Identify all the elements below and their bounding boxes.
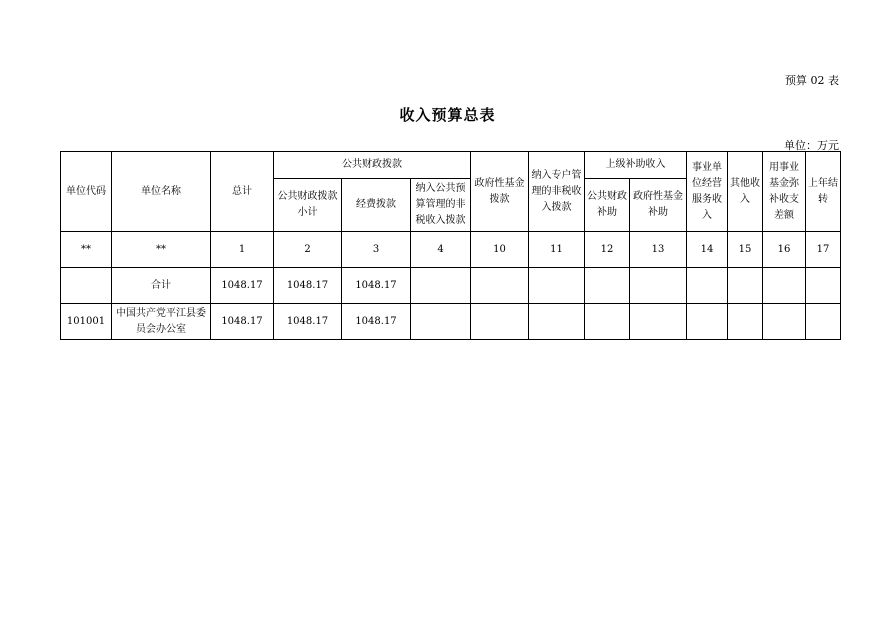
- empty-cell: [630, 304, 687, 340]
- empty-cell: [728, 268, 763, 304]
- table-row-total: [61, 268, 841, 304]
- empty-cell: [630, 268, 687, 304]
- empty-cell: [728, 304, 763, 340]
- header-unit-code: 单位代码: [61, 152, 112, 232]
- number-cell: 1: [211, 232, 274, 268]
- empty-cell: [529, 304, 585, 340]
- empty-cell: [411, 304, 471, 340]
- empty-cell: [687, 268, 728, 304]
- number-cell: 16: [763, 232, 806, 268]
- number-cell: 14: [687, 232, 728, 268]
- empty-cell: [471, 268, 529, 304]
- number-cell: 10: [471, 232, 529, 268]
- unit-label: 单位：万元: [784, 139, 839, 152]
- header-public-finance: 公共财政拨款: [274, 152, 471, 179]
- header-carryover: 上年结转: [806, 152, 841, 232]
- header-row-1: [61, 152, 841, 179]
- income-budget-table: [60, 151, 841, 340]
- number-cell: 17: [806, 232, 841, 268]
- cell-unit-name: 合计: [112, 268, 211, 304]
- header-sub-gov-fund: 政府性基金补助: [630, 179, 687, 232]
- form-number: 预算 02 表: [785, 74, 839, 87]
- cell-unit-code: 101001: [61, 304, 112, 340]
- number-cell: 12: [585, 232, 630, 268]
- number-cell: 3: [342, 232, 411, 268]
- empty-cell: [411, 268, 471, 304]
- table-row-unit: [61, 304, 841, 340]
- header-gov-fund: 政府性基金拨款: [471, 152, 529, 232]
- cell-unit-name: 中国共产党平江县委员会办公室: [112, 304, 211, 340]
- header-other-income: 其他收入: [728, 152, 763, 232]
- empty-cell: [806, 268, 841, 304]
- header-unit-name: 单位名称: [112, 152, 211, 232]
- empty-cell: [806, 304, 841, 340]
- cell-expense: 1048.17: [342, 268, 411, 304]
- number-row: [61, 232, 841, 268]
- header-nontax-budget: 纳入公共预算管理的非税收入拨款: [411, 179, 471, 232]
- header-business-income: 事业单位经营服务收入: [687, 152, 728, 232]
- cell-expense: 1048.17: [342, 304, 411, 340]
- header-superior-subsidy: 上级补助收入: [585, 152, 687, 179]
- number-cell: 11: [529, 232, 585, 268]
- empty-cell: [585, 304, 630, 340]
- cell-pf-subtotal: 1048.17: [274, 268, 342, 304]
- empty-cell: [763, 268, 806, 304]
- header-sub-public-finance: 公共财政补助: [585, 179, 630, 232]
- cell-total: 1048.17: [211, 268, 274, 304]
- number-cell: 15: [728, 232, 763, 268]
- header-fund-gap: 用事业基金弥补收支差额: [763, 152, 806, 232]
- header-expense-allocation: 经费拨款: [342, 179, 411, 232]
- empty-cell: [687, 304, 728, 340]
- header-special-nontax: 纳入专户管理的非税收入拨款: [529, 152, 585, 232]
- empty-cell: [763, 304, 806, 340]
- header-total: 总计: [211, 152, 274, 232]
- number-cell: 2: [274, 232, 342, 268]
- header-pf-subtotal: 公共财政拨款小计: [274, 179, 342, 232]
- number-cell: 13: [630, 232, 687, 268]
- number-cell: **: [61, 232, 112, 268]
- empty-cell: [471, 304, 529, 340]
- cell-total: 1048.17: [211, 304, 274, 340]
- empty-cell: [529, 268, 585, 304]
- page-title: 收入预算总表: [399, 106, 496, 124]
- cell-unit-code: [61, 268, 112, 304]
- cell-pf-subtotal: 1048.17: [274, 304, 342, 340]
- empty-cell: [585, 268, 630, 304]
- number-cell: 4: [411, 232, 471, 268]
- number-cell: **: [112, 232, 211, 268]
